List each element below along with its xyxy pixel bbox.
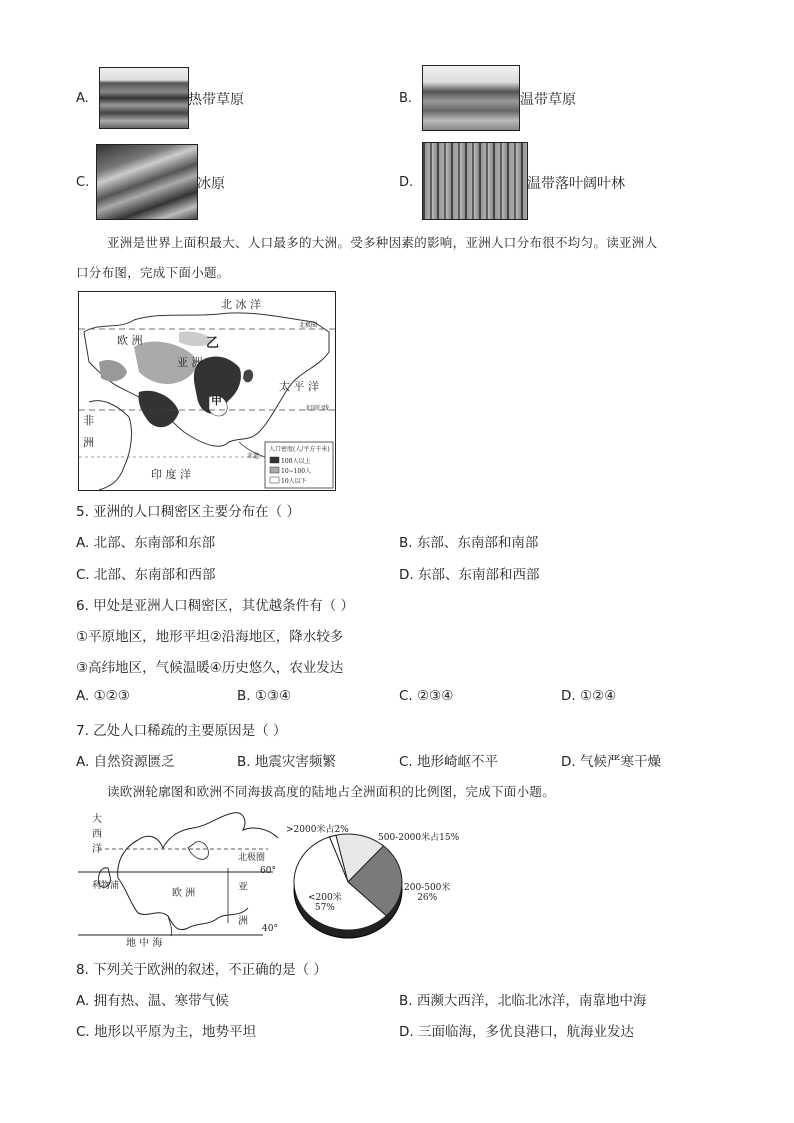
intro-paragraph-line2: 口分布图，完成下面小题。	[76, 265, 230, 280]
map-label-tropic: 北回归线	[305, 405, 330, 412]
deciduous-forest-photo	[422, 142, 528, 220]
q8-choice-d[interactable]: D. 三面临海，多优良港口，航海业发达	[399, 1024, 634, 1040]
elevation-pie-chart	[284, 818, 464, 958]
pie-label-500-2000: 500-2000米占15%	[378, 833, 460, 843]
q6-choice-c[interactable]: C. ②③④	[399, 688, 454, 704]
q6-statement-line1: ①平原地区，地形平坦②沿海地区，降水较多	[76, 629, 344, 645]
q5-choice-d[interactable]: D. 东部、东南部和西部	[399, 567, 540, 583]
q8-choice-b[interactable]: B. 西濒大西洋，北临北冰洋，南靠地中海	[399, 993, 647, 1009]
intro-paragraph-europe: 读欧洲轮廓图和欧洲不同海拔高度的陆地占全洲面积的比例图，完成下面小题。	[107, 784, 556, 799]
intro-paragraph-line1: 亚洲是世界上面积最大、人口最多的大洲。受多种因素的影响，亚洲人口分布很不均匀。读亚洲人	[107, 235, 658, 250]
q7-choice-d[interactable]: D. 气候严寒干燥	[561, 754, 661, 770]
legend-item-low: 10人以下	[281, 478, 307, 485]
option-b-letter: B.	[399, 91, 413, 106]
map-label-asia: 亚 洲	[177, 356, 203, 369]
q5-stem: 5. 亚洲的人口稠密区主要分布在（ ）	[76, 504, 300, 520]
option-d-caption: 温带落叶阔叶林	[527, 176, 625, 192]
q7-choice-a[interactable]: A. 自然资源匮乏	[76, 754, 175, 770]
map-label-lat-60: 60°	[260, 866, 276, 876]
q6-statement-line2: ③高纬地区，气候温暖④历史悠久，农业发达	[76, 660, 344, 676]
map-label-jia: 甲	[211, 394, 222, 407]
map-label-lat-40: 40°	[262, 924, 278, 934]
q6-choice-a[interactable]: A. ①②③	[76, 688, 130, 704]
europe-outline-map	[78, 808, 284, 950]
q5-choice-c[interactable]: C. 北部、东南部和西部	[76, 567, 216, 583]
map-label-asia-1: 亚	[238, 882, 248, 893]
pie-label-above-2000: >2000米占2%	[286, 825, 349, 835]
steppe-photo	[422, 65, 520, 131]
option-a-letter: A.	[76, 91, 89, 106]
q8-choice-c[interactable]: C. 地形以平原为主，地势平坦	[76, 1024, 257, 1040]
map-label-mediterranean: 地 中 海	[126, 938, 163, 949]
savanna-photo	[99, 67, 189, 129]
map-label-arctic-circle: 北极圈	[299, 322, 318, 329]
map-label-equator: 赤道	[247, 453, 260, 460]
map-label-atlantic: 大 西 洋	[92, 814, 102, 855]
q6-choice-b[interactable]: B. ①③④	[237, 688, 292, 704]
ice-field-photo	[96, 144, 198, 220]
q6-stem: 6. 甲处是亚洲人口稠密区，其优越条件有（ ）	[76, 598, 354, 614]
asia-population-map	[78, 291, 336, 491]
map-label-africa: 非 洲	[83, 414, 94, 449]
q7-choice-b[interactable]: B. 地震灾害频繁	[237, 754, 336, 770]
map-label-arctic-circle-europe: 北极圈	[238, 853, 266, 863]
q5-choice-a[interactable]: A. 北部、东南部和东部	[76, 535, 216, 551]
map-label-europe-continent: 欧 洲	[172, 888, 196, 899]
map-label-pacific: 太 平 洋	[279, 380, 319, 393]
q7-stem: 7. 乙处人口稀疏的主要原因是（ ）	[76, 723, 287, 739]
q7-choice-c[interactable]: C. 地形崎岖不平	[399, 754, 499, 770]
option-a-caption: 热带草原	[188, 92, 244, 108]
legend-title: 人口密度(人/平方千米)	[269, 446, 330, 453]
q6-choice-d[interactable]: D. ①②④	[561, 688, 617, 704]
q8-stem: 8. 下列关于欧洲的叙述，不正确的是（ ）	[76, 962, 327, 978]
map-label-yi: 乙	[206, 336, 220, 351]
legend-item-medium: 10~100人	[281, 468, 312, 475]
map-label-liverpool: 利物浦	[92, 881, 120, 891]
map-label-indian-ocean: 印 度 洋	[151, 468, 191, 481]
option-c-caption: 冰原	[197, 176, 225, 192]
q5-choice-b[interactable]: B. 东部、东南部和南部	[399, 535, 539, 551]
map-label-arctic-ocean: 北 冰 洋	[221, 298, 261, 311]
map-label-asia-2: 洲	[238, 916, 248, 927]
option-c-letter: C.	[76, 175, 90, 190]
map-label-europe: 欧 洲	[117, 334, 143, 347]
legend-item-high: 100人以上	[281, 458, 311, 465]
option-b-caption: 温带草原	[520, 92, 576, 108]
option-d-letter: D.	[399, 175, 414, 190]
pie-label-200-500: 200-500米 26%	[404, 883, 451, 903]
q8-choice-a[interactable]: A. 拥有热、温、寒带气候	[76, 993, 229, 1009]
pie-label-below-200: <200米 57%	[308, 893, 342, 913]
